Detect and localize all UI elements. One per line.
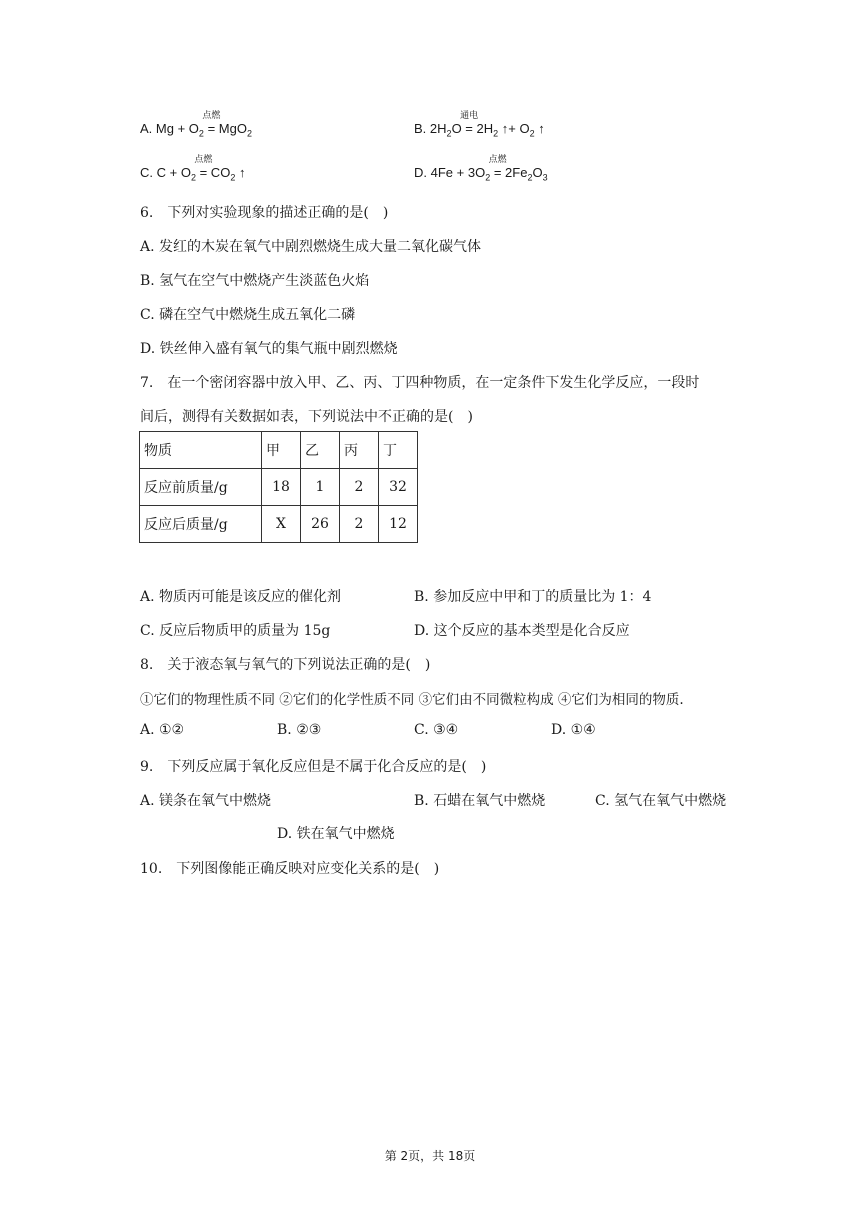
q5-option-d: D. $4Fe + 3O_2$ 点燃 = $2Fe_2O_3$ bbox=[414, 165, 548, 183]
q8-option-d: D. ①④ bbox=[551, 722, 596, 738]
q8-option-b: B. ②③ bbox=[277, 722, 322, 738]
q6-option-b: B. 氢气在空气中燃烧产生淡蓝色火焰 bbox=[140, 273, 370, 289]
q7-option-a: A. 物质丙可能是该反应的催化剂 bbox=[140, 589, 342, 605]
table-cell: 反应前质量/g bbox=[140, 469, 262, 506]
q5-option-a: A. $Mg + O_2$ 点燃 = MgO$_2$ bbox=[140, 121, 252, 139]
q10-stem: 10. 下列图像能正确反映对应变化关系的是( ) bbox=[140, 861, 440, 877]
q7-option-c: C. 反应后物质甲的质量为 15g bbox=[140, 623, 331, 639]
q7-option-b: B. 参加反应中甲和丁的质量比为 1：4 bbox=[414, 589, 652, 605]
q7-stem-line2: 间后，测得有关数据如表，下列说法中不正确的是( ) bbox=[140, 409, 473, 425]
equation-d: $4Fe + 3O_2$ 点燃 = $2Fe_2O_3$ bbox=[431, 165, 548, 180]
table-cell: 2 bbox=[340, 506, 379, 543]
q7-stem-line1: 7. 在一个密闭容器中放入甲、乙、丙、丁四种物质，在一定条件下发生化学反应，一段时 bbox=[140, 375, 700, 391]
table-header-cell: 物质 bbox=[140, 432, 262, 469]
equation-c: $C + O_2$ 点燃 = $CO_2$ ↑ bbox=[157, 165, 246, 180]
mass-data-table bbox=[139, 431, 418, 543]
table-header-cell: 丙 bbox=[340, 432, 379, 469]
table-cell: 1 bbox=[301, 469, 340, 506]
q6-option-d: D. 铁丝伸入盛有氧气的集气瓶中剧烈燃烧 bbox=[140, 341, 398, 357]
q6-option-c: C. 磷在空气中燃烧生成五氧化二磷 bbox=[140, 307, 356, 323]
table-cell: X bbox=[262, 506, 301, 543]
q5-option-b: B. $2H_2O$ 通电 = $2H_2$ ↑+ $O_2$ ↑ bbox=[414, 121, 545, 139]
q9-stem: 9. 下列反应属于氧化反应但是不属于化合反应的是( ) bbox=[140, 759, 487, 775]
table-header-cell: 甲 bbox=[262, 432, 301, 469]
equation-a: $Mg + O_2$ 点燃 = MgO$_2$ bbox=[156, 121, 252, 136]
table-header-cell: 乙 bbox=[301, 432, 340, 469]
table-cell: 反应后质量/g bbox=[140, 506, 262, 543]
table-header-cell: 丁 bbox=[379, 432, 418, 469]
page-number: 第 2页，共 18页 bbox=[384, 1149, 476, 1163]
table-row bbox=[140, 469, 418, 506]
table-cell: 12 bbox=[379, 506, 418, 543]
q8-option-c: C. ③④ bbox=[414, 722, 459, 738]
table-header-row bbox=[140, 432, 418, 469]
table-row bbox=[140, 506, 418, 543]
reaction-condition: 通电 bbox=[460, 111, 479, 121]
q5-option-c: C. $C + O_2$ 点燃 = $CO_2$ ↑ bbox=[140, 165, 245, 183]
q9-option-c: C. 氢气在氧气中燃烧 bbox=[595, 793, 727, 809]
q8-statements: ①它们的物理性质不同 ②它们的化学性质不同 ③它们由不同微粒构成 ④它们为相同的物质. bbox=[140, 692, 684, 708]
q8-option-a: A. ①② bbox=[140, 722, 185, 738]
table-cell: 18 bbox=[262, 469, 301, 506]
q6-stem: 6. 下列对实验现象的描述正确的是( ) bbox=[140, 205, 389, 221]
reaction-condition: 点燃 bbox=[194, 155, 213, 165]
q9-option-d: D. 铁在氧气中燃烧 bbox=[277, 826, 395, 842]
q9-option-b: B. 石蜡在氧气中燃烧 bbox=[414, 793, 546, 809]
table-cell: 2 bbox=[340, 469, 379, 506]
q8-stem: 8. 关于液态氧与氧气的下列说法正确的是( ) bbox=[140, 657, 431, 673]
reaction-condition: 点燃 bbox=[202, 111, 221, 121]
reaction-condition: 点燃 bbox=[488, 155, 507, 165]
q7-option-d: D. 这个反应的基本类型是化合反应 bbox=[414, 623, 630, 639]
equation-b: $2H_2O$ 通电 = $2H_2$ ↑+ $O_2$ ↑ bbox=[430, 121, 545, 136]
table-cell: 26 bbox=[301, 506, 340, 543]
q6-option-a: A. 发红的木炭在氧气中剧烈燃烧生成大量二氧化碳气体 bbox=[140, 239, 482, 255]
table-cell: 32 bbox=[379, 469, 418, 506]
q9-option-a: A. 镁条在氧气中燃烧 bbox=[140, 793, 272, 809]
